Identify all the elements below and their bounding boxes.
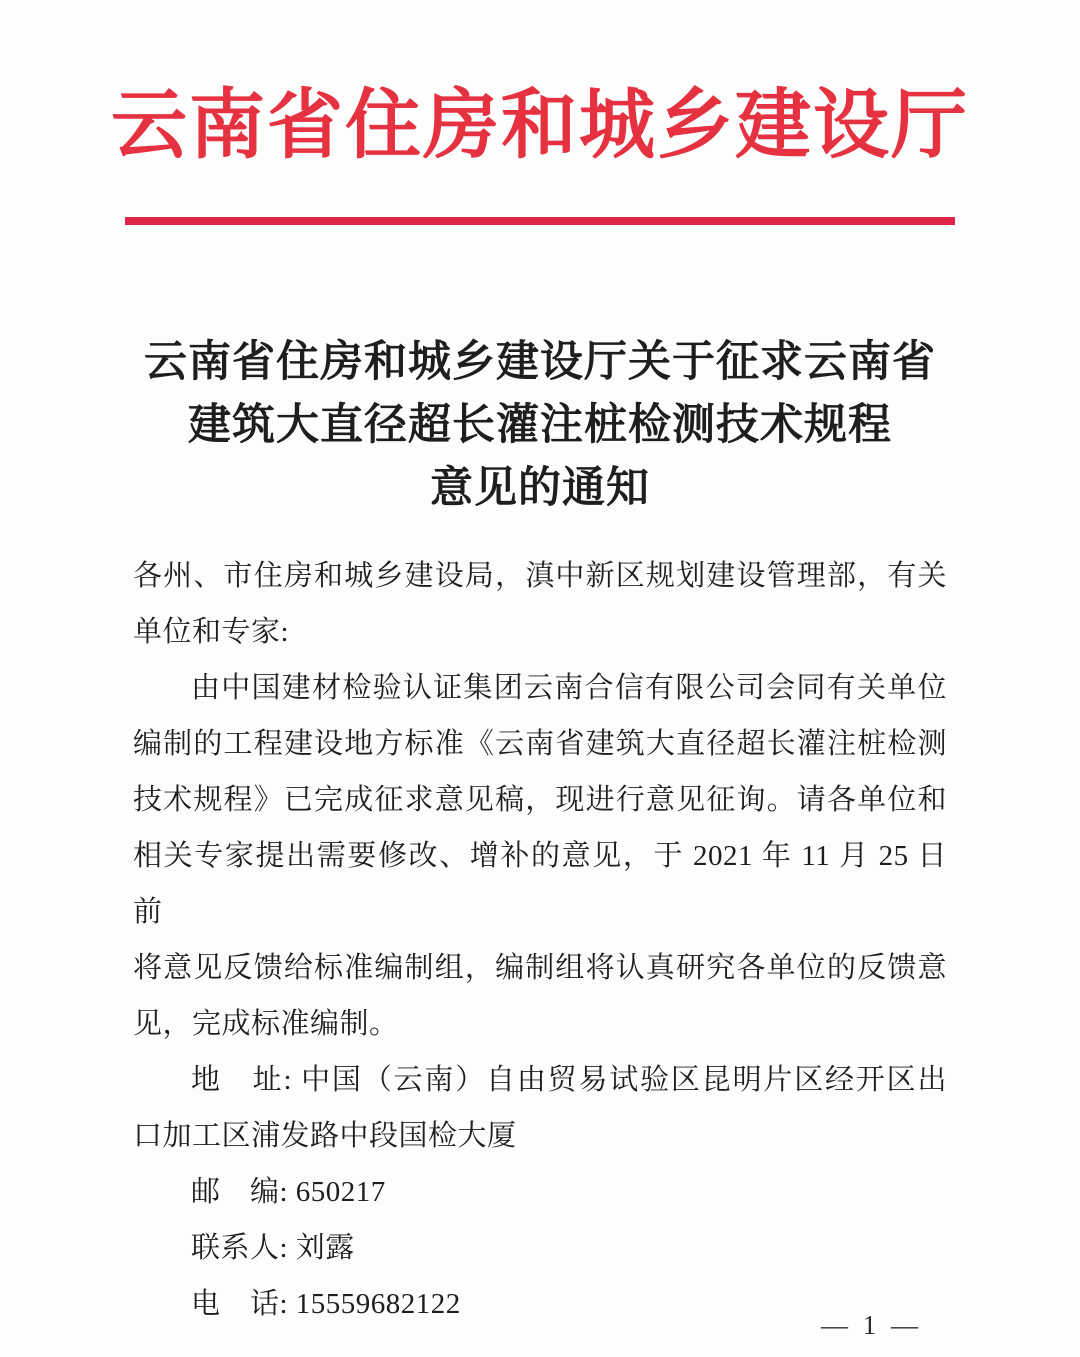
- body-line-contact-person: 联系人: 刘露: [191, 1231, 355, 1264]
- letterhead-rule: [125, 217, 955, 225]
- letterhead-title: 云南省住房和城乡建设厅: [111, 84, 969, 168]
- body-line-phone: 电 话: 15559682122: [191, 1287, 461, 1320]
- document-title-line: 建筑大直径超长灌注桩检测技术规程: [188, 401, 892, 449]
- body-line-paragraph: 相关专家提出需要修改、增补的意见，于 2021 年 11 月 25 日前: [133, 839, 947, 928]
- page-number: — 1 —: [821, 1310, 922, 1340]
- body-line-paragraph: 将意见反馈给标准编制组，编制组将认真研究各单位的反馈意: [133, 951, 947, 984]
- document-title: [90, 331, 990, 520]
- body-line-address: 口加工区浦发路中段国检大厦: [133, 1119, 517, 1152]
- body-line-address: 地 址: 中国（云南）自由贸易试验区昆明片区经开区出: [191, 1063, 947, 1096]
- document-body: [133, 548, 947, 1332]
- body-line-paragraph: 编制的工程建设地方标准《云南省建筑大直径超长灌注桩检测: [133, 727, 947, 760]
- document-title-line: 云南省住房和城乡建设厅关于征求云南省: [144, 338, 936, 386]
- body-line-paragraph: 技术规程》已完成征求意见稿，现进行意见征询。请各单位和: [133, 783, 947, 816]
- body-line-salutation: 各州、市住房和城乡建设局，滇中新区规划建设管理部，有关: [133, 559, 947, 592]
- document-title-line: 意见的通知: [430, 464, 650, 512]
- body-line-salutation: 单位和专家:: [133, 615, 290, 648]
- body-line-paragraph: 由中国建材检验认证集团云南合信有限公司会同有关单位: [191, 671, 947, 704]
- body-line-postal-code: 邮 编: 650217: [191, 1175, 386, 1208]
- body-line-paragraph: 见，完成标准编制。: [133, 1007, 399, 1040]
